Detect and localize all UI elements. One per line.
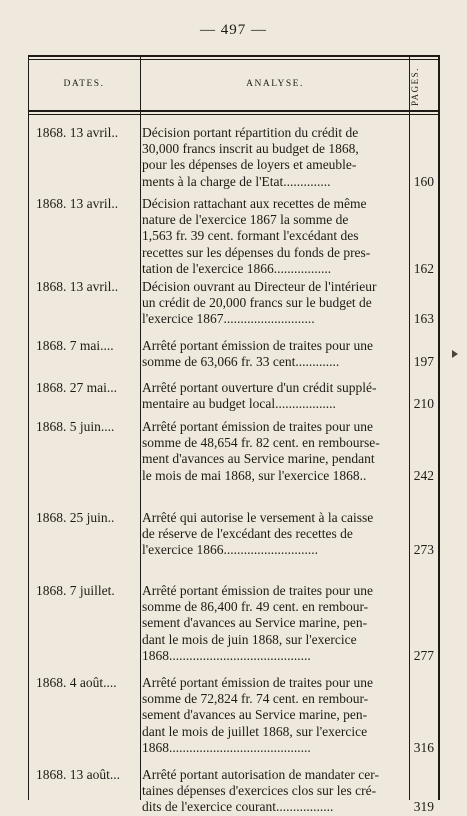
entry-analysis xyxy=(142,338,406,370)
analysis-line: Arrêté qui autorise le versement à la caisse xyxy=(142,510,374,525)
top-rule-thin xyxy=(28,59,440,60)
analysis-line: Décision ouvrant au Directeur de l'intérieur xyxy=(142,279,377,294)
analysis-line: somme de 48,654 fr. 82 cent. en rembourse- xyxy=(142,435,380,451)
entry-page: 197 xyxy=(413,354,434,370)
analysis-line: Arrêté portant émission de traites pour une xyxy=(142,583,373,598)
right-rule xyxy=(438,55,440,800)
analysis-line: somme de 86,400 fr. 49 cent. en rembour- xyxy=(142,599,369,615)
entry-date: 1868. 13 avril.. xyxy=(36,196,119,211)
analysis-line: Arrêté portant émission de traites pour une xyxy=(142,419,373,434)
analysis-line: l'exercice 1866............................ xyxy=(142,542,319,558)
entry-page: 277 xyxy=(413,647,434,663)
analysis-line: 1,563 fr. 39 cent. formant l'excédant des xyxy=(142,228,359,244)
entry-page: 210 xyxy=(413,396,434,412)
header-dates: DATES. xyxy=(63,79,105,89)
entry-analysis xyxy=(142,196,406,277)
analysis-line: ment d'avances au Service marine, pendant xyxy=(142,451,375,467)
analysis-line: mentaire au budget local.................. xyxy=(142,396,336,412)
analysis-line: Décision rattachant aux recettes de même xyxy=(142,196,367,211)
analysis-line: dits de l'exercice courant................. xyxy=(142,799,334,815)
analysis-line: Décision portant répartition du crédit de xyxy=(142,125,359,140)
page-number: — 497 — xyxy=(200,22,267,38)
analysis-line: tation de l'exercice 1866................. xyxy=(142,260,332,276)
analysis-line: sement d'avances au Service marine, pen- xyxy=(142,615,368,631)
analysis-line: ments à la charge de l'Etat.............. xyxy=(142,173,331,189)
entry-analysis xyxy=(142,583,406,664)
entry-analysis xyxy=(142,767,406,816)
analysis-line: pour les dépenses de loyers et ameuble- xyxy=(142,157,357,173)
entry-page: 316 xyxy=(413,739,434,755)
header-rule-thin xyxy=(28,114,440,115)
entry-date: 1868. 27 mai... xyxy=(36,380,117,395)
analysis-line: 1868.......................................... xyxy=(142,739,311,755)
entry-page: 319 xyxy=(413,799,434,815)
analysis-line: taines dépenses d'exercices clos sur les cré- xyxy=(142,783,377,799)
entry-analysis xyxy=(142,419,406,484)
dates-analyse-divider xyxy=(140,55,141,800)
entry-analysis xyxy=(142,510,406,559)
entry-page: 162 xyxy=(413,260,434,276)
analysis-line: dant le mois de juillet 1868, sur l'exercice xyxy=(142,723,368,739)
left-rule xyxy=(28,55,29,800)
analysis-line: Arrêté portant émission de traites pour une xyxy=(142,338,373,353)
entry-page: 160 xyxy=(413,173,434,189)
entry-date: 1868. 13 août... xyxy=(36,767,120,782)
entry-analysis xyxy=(142,125,406,190)
analysis-line: le mois de mai 1868, sur l'exercice 1868.. xyxy=(142,467,367,483)
entry-date: 1868. 7 juillet. xyxy=(36,583,115,598)
entry-date: 1868. 13 avril.. xyxy=(36,125,119,140)
entry-date: 1868. 25 juin.. xyxy=(36,510,115,525)
analysis-line: Arrêté portant émission de traites pour une xyxy=(142,675,373,690)
entry-page: 242 xyxy=(413,467,434,483)
entry-analysis xyxy=(142,279,406,328)
analysis-line: Arrêté portant ouverture d'un crédit supplé- xyxy=(142,380,377,395)
analysis-line: sement d'avances au Service marine, pen- xyxy=(142,707,368,723)
entry-date: 1868. 5 juin.... xyxy=(36,419,115,434)
analysis-line: somme de 63,066 fr. 33 cent............. xyxy=(142,354,340,370)
entry-page: 273 xyxy=(413,542,434,558)
entry-page: 163 xyxy=(413,311,434,327)
analysis-line: recettes sur les dépenses du fonds de pres- xyxy=(142,244,371,260)
index-table xyxy=(28,55,440,815)
analysis-line: Arrêté portant autorisation de mandater cer- xyxy=(142,767,379,782)
entry-analysis xyxy=(142,675,406,756)
top-rule xyxy=(28,55,440,57)
entry-date: 1868. 7 mai.... xyxy=(36,338,114,353)
analysis-line: dant le mois de juin 1868, sur l'exercice xyxy=(142,631,357,647)
entry-date: 1868. 4 août.... xyxy=(36,675,117,690)
analyse-pages-divider xyxy=(409,55,410,800)
analysis-line: un crédit de 20,000 francs sur le budget de xyxy=(142,295,372,311)
analysis-line: 1868.......................................... xyxy=(142,647,311,663)
analysis-line: somme de 72,824 fr. 74 cent. en rembour- xyxy=(142,691,369,707)
analysis-line: l'exercice 1867........................... xyxy=(142,311,315,327)
analysis-line: 30,000 francs inscrit au budget de 1868, xyxy=(142,141,359,157)
header-rule xyxy=(28,110,440,112)
entry-date: 1868. 13 avril.. xyxy=(36,279,119,294)
header-analyse: ANALYSE. xyxy=(246,79,304,89)
entry-analysis xyxy=(142,380,406,412)
analysis-line: de réserve de l'excédant des recettes de xyxy=(142,526,353,542)
analysis-line: nature de l'exercice 1867 la somme de xyxy=(142,212,349,228)
header-pages: PAGES. xyxy=(410,67,420,107)
margin-mark xyxy=(452,350,458,358)
